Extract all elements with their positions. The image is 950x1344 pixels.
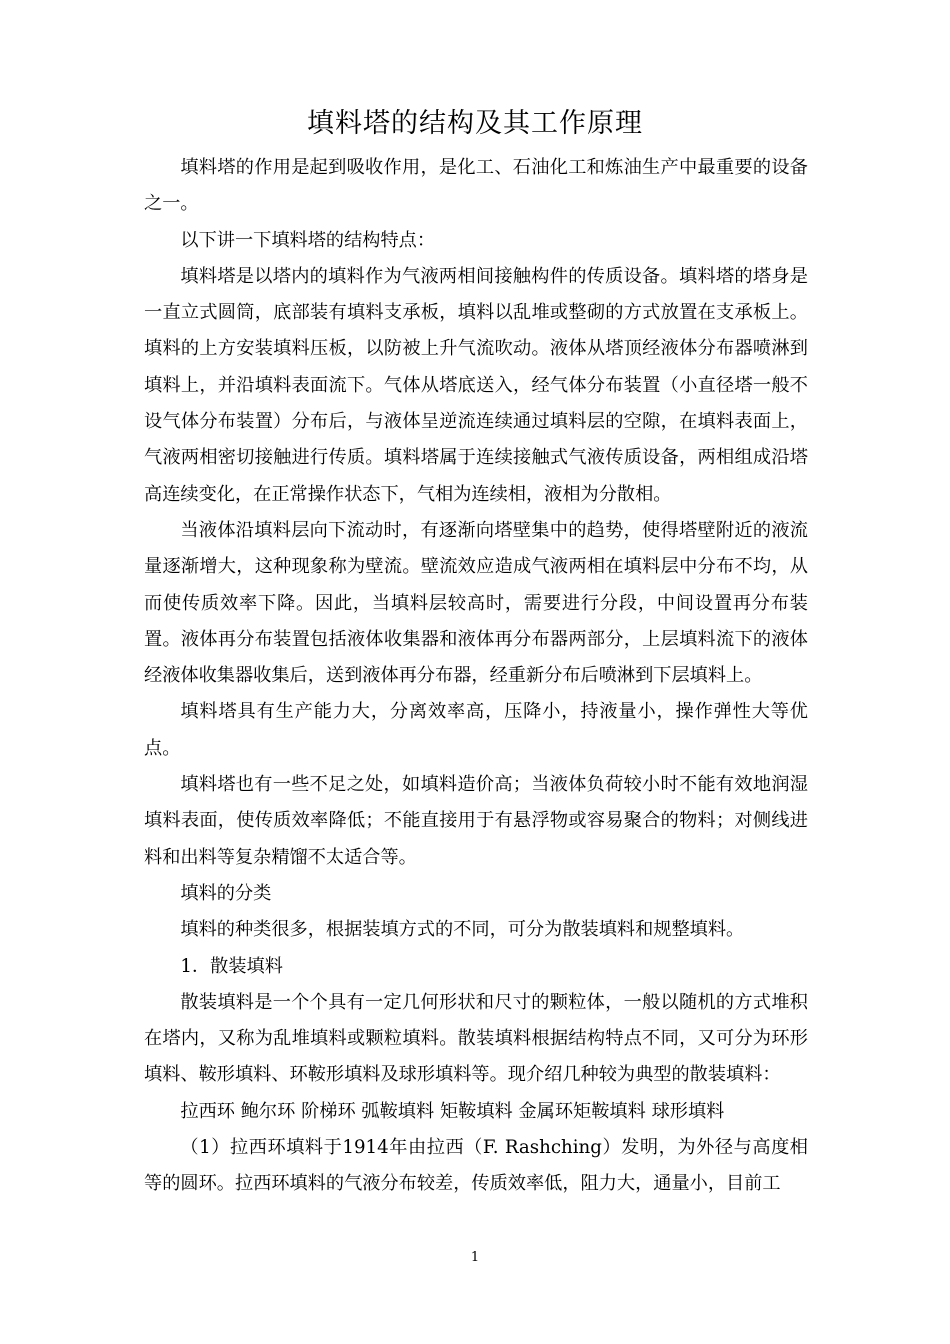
paragraph-intro: 填料塔的作用是起到吸收作用，是化工、石油化工和炼油生产中最重要的设备之一。 xyxy=(144,157,808,215)
paragraph-structure-lead: 以下讲一下填料塔的结构特点： xyxy=(180,229,436,251)
paragraph-advantages: 填料塔具有生产能力大，分离效率高，压降小，持液量小，操作弹性大等优点。 xyxy=(144,701,808,759)
page-number: 1 xyxy=(470,1250,480,1265)
paragraph-random-packing: 散装填料是一个个具有一定几何形状和尺寸的颗粒体，一般以随机的方式堆积在塔内，又称为乱堆填料或颗粒填料。散装填料根据结构特点不同，又可分为环形填料、鞍形填料、环鞍形填料及球形填料等。现介绍几种较为典型的散装填料： xyxy=(144,991,808,1086)
paragraph-disadvantages: 填料塔也有一些不足之处，如填料造价高；当液体负荷较小时不能有效地润湿填料表面，使传质效率降低；不能直接用于有悬浮物或容易聚合的物料；对侧线进料和出料等复杂精馏不太适合等。 xyxy=(144,774,808,868)
document-body xyxy=(144,150,808,1203)
paragraph-wall-flow: 当液体沿填料层向下流动时，有逐渐向塔壁集中的趋势，使得塔壁附近的液流量逐渐增大，这种现象称为壁流。壁流效应造成气液两相在填料层中分布不均，从而使传质效率下降。因此，当填料层较高时，需要进行分段，中间设置再分布装置。液体再分布装置包括液体收集器和液体再分布器两部分，上层填料流下的液体经液体收集器收集后，送到液体再分布器，经重新分布后喷淋到下层填料上。 xyxy=(144,519,808,687)
section-heading-classification: 填料的分类 xyxy=(180,882,272,904)
paragraph-classification: 填料的种类很多，根据装填方式的不同，可分为散装填料和规整填料。 xyxy=(180,919,745,941)
paragraph-structure: 填料塔是以塔内的填料作为气液两相间接触构件的传质设备。填料塔的塔身是一直立式圆筒，底部装有填料支承板，填料以乱堆或整砌的方式放置在支承板上。填料的上方安装填料压板，以防被上升气流吹动。液体从塔顶经液体分布器喷淋到填料上，并沿填料表面流下。气体从塔底送入，经气体分布装置（小直径塔一般不设气体分布装置）分布后，与液体呈逆流连续通过填料层的空隙，在填料表面上，气液两相密切接触进行传质。填料塔属于连续接触式气液传质设备，两相组成沿塔高连续变化，在正常操作状态下，气相为连续相，液相为分散相。 xyxy=(144,265,808,505)
subsection-heading-random-packing: 1．散装填料 xyxy=(180,955,283,977)
document-title: 填料塔的结构及其工作原理 xyxy=(307,108,643,139)
packing-type-list: 拉西环 鲍尔环 阶梯环 弧鞍填料 矩鞍填料 金属环矩鞍填料 球形填料 xyxy=(180,1100,725,1122)
paragraph-raschig-ring: （1）拉西环填料于1914年由拉西（F. Rashching）发明，为外径与高度相等的圆环。拉西环填料的气液分布较差，传质效率低，阻力大，通量小，目前工 xyxy=(144,1137,808,1195)
